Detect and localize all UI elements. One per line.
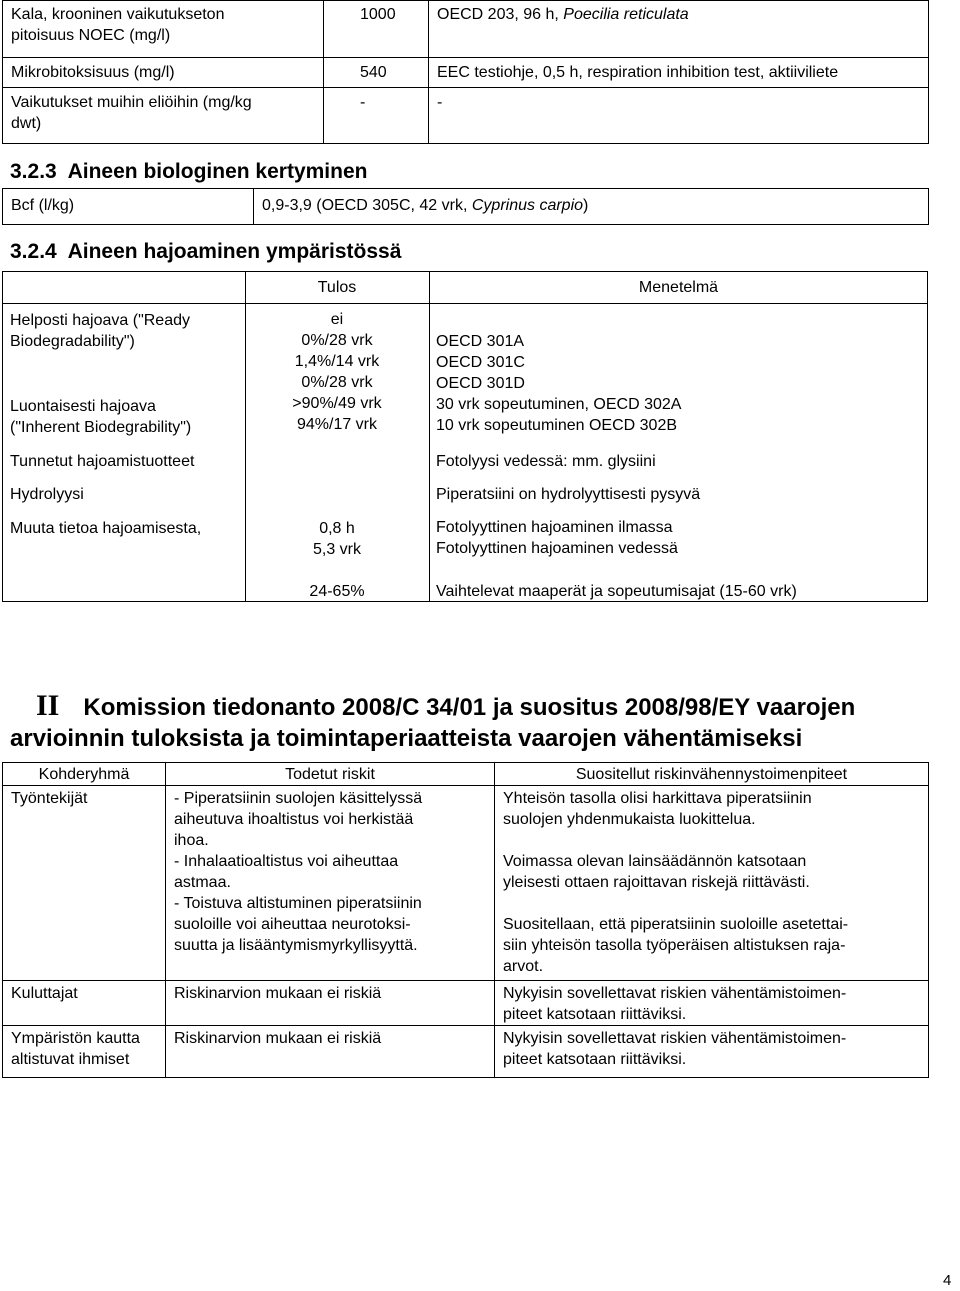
toxicity-method: OECD 203, 96 h, Poecilia reticulata: [429, 1, 929, 58]
column-header-result: Tulos: [317, 279, 357, 296]
degradation-results: ei 0%/28 vrk 1,4%/14 vrk 0%/28 vrk >90%/49 vrk 94%/17 vrk: [292, 311, 382, 433]
table-row: [3, 58, 929, 88]
products-method: Fotolyysi vedessä: mm. glysiini: [436, 453, 656, 470]
table-row: [3, 189, 929, 225]
risks-cell: Riskinarvion mukaan ei riskiä: [166, 1026, 495, 1078]
toxicity-table: [2, 0, 929, 144]
group-cell: Kuluttajat: [3, 981, 166, 1026]
degradation-methods: OECD 301A OECD 301C OECD 301D 30 vrk sopeutuminen, OECD 302A 10 vrk sopeutuminen OECD 302B: [436, 333, 682, 434]
measures-cell: Nykyisin sovellettavat riskien vähentämistoimen- piteet katsotaan riittäviksi.: [495, 1026, 929, 1078]
table-row: [3, 88, 929, 144]
toxicity-value: 540: [324, 58, 429, 88]
column-header-measures: Suositellut riskinvähennystoimenpiteet: [495, 763, 929, 786]
hydrolysis-label: Hydrolyysi: [10, 486, 84, 503]
bcf-table: [2, 188, 929, 225]
soil-degradation-result: 24-65%: [309, 583, 365, 600]
table-header-row: [3, 763, 929, 786]
table-row: [3, 981, 929, 1026]
other-degradation-results: 0,8 h 5,3 vrk: [312, 520, 361, 558]
group-cell: Työntekijät: [3, 786, 166, 981]
measures-cell: Yhteisön tasolla olisi harkittava piperatsiinin suolojen yhdenmukaista luokittelua. Voimassa olevan lainsäädännön katsotaan yleisesti ottaen rajoittavan riskejä riittävästi. Suositellaan, että piperatsiinin suoloille asetettai- siin yhteisön tasolla työperäisen altistuksen raja- arvot.: [495, 786, 929, 981]
part-number: II: [36, 689, 60, 722]
bcf-label: Bcf (l/kg): [3, 189, 254, 225]
toxicity-method: -: [429, 88, 929, 144]
toxicity-label: Kala, krooninen vaikutukseton pitoisuus NOEC (mg/l): [3, 1, 324, 58]
bcf-value: 0,9-3,9 (OECD 305C, 42 vrk, Cyprinus carpio): [254, 189, 929, 225]
risk-table: [2, 762, 929, 1078]
toxicity-method: EEC testiohje, 0,5 h, respiration inhibition test, aktiiviliete: [429, 58, 929, 88]
page-number: 4: [943, 1272, 952, 1289]
table-row: [3, 1026, 929, 1078]
soil-degradation-method: Vaihtelevat maaperät ja sopeutumisajat (15-60 vrk): [436, 583, 797, 600]
risks-cell: - Piperatsiinin suolojen käsittelyssä aiheutuva ihoaltistus voi herkistää ihoa. - Inhalaatioaltistus voi aiheuttaa astmaa. - Toistuva altistuminen piperatsiinin suoloille voi aiheuttaa neurotoksi- suutta ja lisääntymismyrkyllisyyttä.: [166, 786, 495, 981]
degradation-products-label: Tunnetut hajoamistuotteet: [10, 453, 195, 470]
ready-biodegradability-label: Helposti hajoava ("Ready Biodegradability"): [10, 312, 190, 350]
toxicity-value: 1000: [324, 1, 429, 58]
section-heading-3-2-3: 3.2.3 Aineen biologinen kertyminen: [10, 160, 368, 183]
toxicity-label: Vaikutukset muihin eliöihin (mg/kg dwt): [3, 88, 324, 144]
group-cell: Ympäristön kautta altistuvat ihmiset: [3, 1026, 166, 1078]
measures-cell: Nykyisin sovellettavat riskien vähentämistoimen- piteet katsotaan riittäviksi.: [495, 981, 929, 1026]
column-header-group: Kohderyhmä: [3, 763, 166, 786]
other-degradation-methods: Fotolyyttinen hajoaminen ilmassa Fotolyyttinen hajoaminen vedessä: [436, 519, 678, 557]
inherent-biodegradability-label: Luontaisesti hajoava ("Inherent Biodegrability"): [10, 398, 192, 436]
column-header-method: Menetelmä: [638, 279, 719, 296]
toxicity-label: Mikrobitoksisuus (mg/l): [3, 58, 324, 88]
section-heading-3-2-4: 3.2.4 Aineen hajoaminen ympäristössä: [10, 240, 402, 263]
toxicity-value: -: [324, 88, 429, 144]
other-degradation-label: Muuta tietoa hajoamisesta,: [10, 520, 202, 537]
risks-cell: Riskinarvion mukaan ei riskiä: [166, 981, 495, 1026]
table-row: [3, 1, 929, 58]
hydrolysis-method: Piperatsiini on hydrolyyttisesti pysyvä: [436, 486, 701, 503]
part-title: II Komission tiedonanto 2008/C 34/01 ja suositus 2008/98/EY vaarojen arvioinnin tuloksista ja toimintaperiaatteista vaarojen vähentämiseksi: [10, 689, 856, 752]
table-row: [3, 786, 929, 981]
column-header-risks: Todetut riskit: [166, 763, 495, 786]
